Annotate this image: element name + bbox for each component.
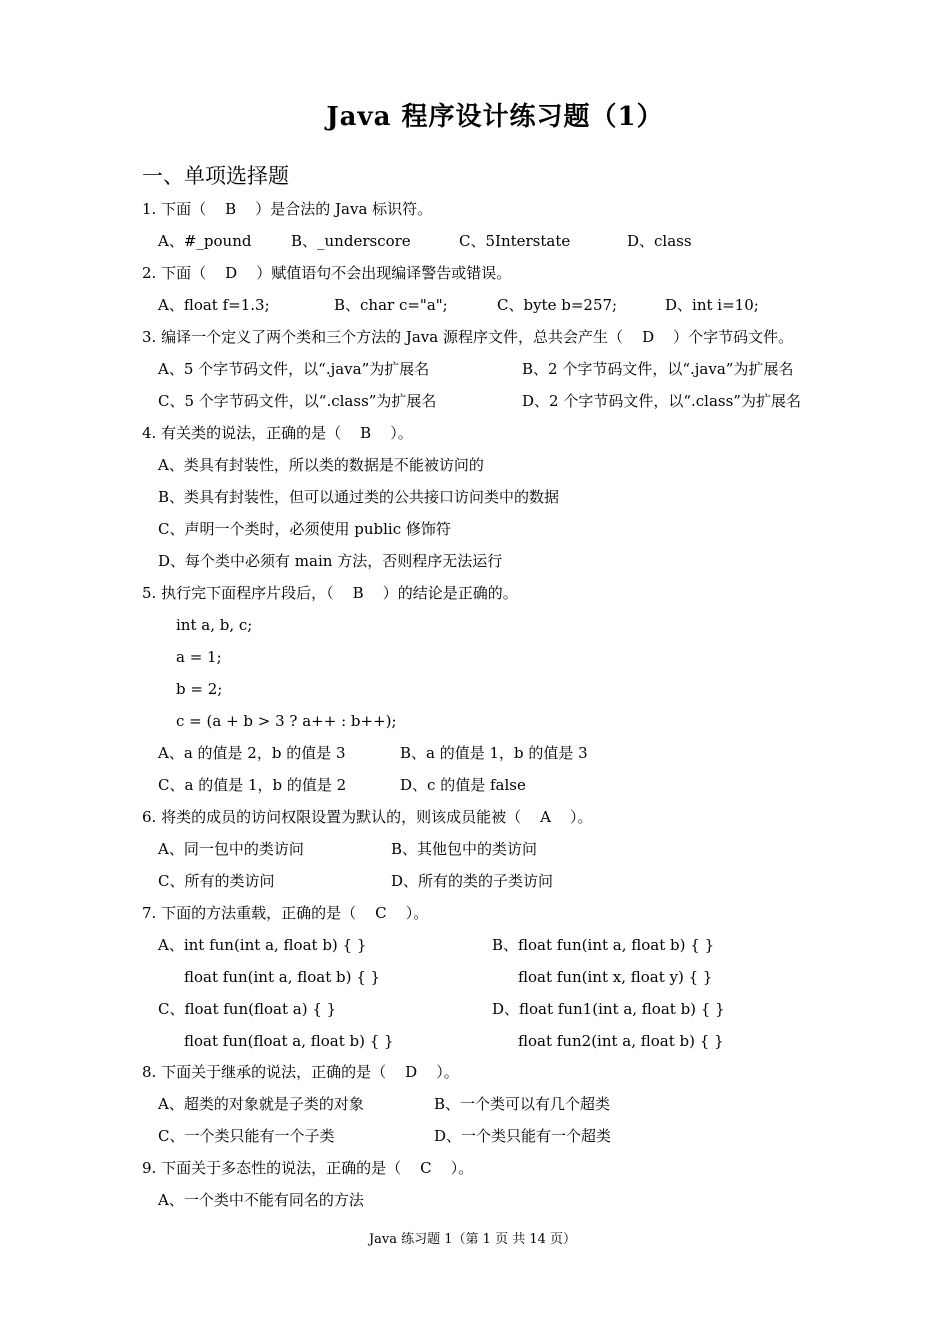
q6-option-c: C、所有的类访问 bbox=[158, 872, 275, 890]
q1-option-c: C、5Interstate bbox=[459, 232, 571, 250]
page-footer: Java 练习题 1（第 1 页 共 14 页） bbox=[368, 1232, 577, 1247]
q4-option-a: A、类具有封装性，所以类的数据是不能被访问的 bbox=[158, 456, 484, 474]
question-5: 5. 执行完下面程序片段后，（ B ）的结论是正确的。 bbox=[142, 584, 518, 602]
code-line-3: b = 2; bbox=[176, 680, 223, 698]
question-7: 7. 下面的方法重载，正确的是（ C ）。 bbox=[142, 904, 429, 922]
question-6: 6. 将类的成员的访问权限设置为默认的，则该成员能被（ A ）。 bbox=[142, 808, 593, 826]
q8-option-b: B、一个类可以有几个超类 bbox=[434, 1095, 611, 1113]
q5-option-d: D、c 的值是 false bbox=[400, 776, 526, 794]
code-line-2: a = 1; bbox=[176, 648, 222, 666]
q2-option-b: B、char c="a"; bbox=[334, 296, 448, 314]
q4-option-c: C、声明一个类时，必须使用 public 修饰符 bbox=[158, 520, 451, 538]
q1-option-a: A、#_pound bbox=[158, 232, 252, 250]
question-9: 9. 下面关于多态性的说法，正确的是（ C ）。 bbox=[142, 1159, 474, 1177]
question-2: 2. 下面（ D ）赋值语句不会出现编译警告或错误。 bbox=[142, 264, 512, 282]
q2-option-d: D、int i=10; bbox=[665, 296, 759, 314]
q7-option-a-line1: A、int fun(int a, float b) { } bbox=[158, 936, 367, 954]
q7-option-c-line1: C、float fun(float a) { } bbox=[158, 1000, 337, 1018]
section-heading: 一、单项选择题 bbox=[142, 164, 289, 188]
question-8: 8. 下面关于继承的说法，正确的是（ D ）。 bbox=[142, 1063, 459, 1081]
q6-option-a: A、同一包中的类访问 bbox=[158, 840, 304, 858]
q7-option-b-line1: B、float fun(int a, float b) { } bbox=[492, 936, 715, 954]
q3-option-b: B、2 个字节码文件，以“.java”为扩展名 bbox=[522, 360, 794, 378]
q7-option-d-line2: float fun2(int a, float b) { } bbox=[518, 1032, 724, 1050]
q3-option-d: D、2 个字节码文件，以“.class”为扩展名 bbox=[522, 392, 801, 410]
code-line-4: c = (a + b > 3 ? a++ : b++); bbox=[176, 712, 397, 730]
q6-option-b: B、其他包中的类访问 bbox=[391, 840, 538, 858]
q5-option-c: C、a 的值是 1，b 的值是 2 bbox=[158, 776, 347, 794]
question-1: 1. 下面（ B ）是合法的 Java 标识符。 bbox=[142, 200, 433, 218]
q2-option-a: A、float f=1.3; bbox=[158, 296, 270, 314]
q5-option-a: A、a 的值是 2，b 的值是 3 bbox=[158, 744, 346, 762]
q6-option-d: D、所有的类的子类访问 bbox=[391, 872, 554, 890]
q1-option-b: B、_underscore bbox=[291, 232, 411, 250]
q1-option-d: D、class bbox=[627, 232, 692, 250]
q7-option-c-line2: float fun(float a, float b) { } bbox=[184, 1032, 394, 1050]
q9-option-a: A、一个类中不能有同名的方法 bbox=[158, 1191, 364, 1209]
q5-option-b: B、a 的值是 1，b 的值是 3 bbox=[400, 744, 588, 762]
q8-option-c: C、一个类只能有一个子类 bbox=[158, 1127, 335, 1145]
q7-option-a-line2: float fun(int a, float b) { } bbox=[184, 968, 381, 986]
q7-option-b-line2: float fun(int x, float y) { } bbox=[518, 968, 713, 986]
q3-option-c: C、5 个字节码文件，以“.class”为扩展名 bbox=[158, 392, 437, 410]
q4-option-d: D、每个类中必须有 main 方法，否则程序无法运行 bbox=[158, 552, 503, 570]
question-4: 4. 有关类的说法，正确的是（ B ）。 bbox=[142, 424, 413, 442]
q3-option-a: A、5 个字节码文件，以“.java”为扩展名 bbox=[158, 360, 430, 378]
q8-option-a: A、超类的对象就是子类的对象 bbox=[158, 1095, 364, 1113]
q4-option-b: B、类具有封装性，但可以通过类的公共接口访问类中的数据 bbox=[158, 488, 560, 506]
q8-option-d: D、一个类只能有一个超类 bbox=[434, 1127, 612, 1145]
code-line-1: int a, b, c; bbox=[176, 616, 253, 634]
q2-option-c: C、byte b=257; bbox=[497, 296, 618, 314]
page-title: Java 程序设计练习题（1） bbox=[326, 102, 664, 132]
q7-option-d-line1: D、float fun1(int a, float b) { } bbox=[492, 1000, 725, 1018]
question-3: 3. 编译一个定义了两个类和三个方法的 Java 源程序文件，总共会产生（ D ）个字节码文件。 bbox=[142, 328, 794, 346]
